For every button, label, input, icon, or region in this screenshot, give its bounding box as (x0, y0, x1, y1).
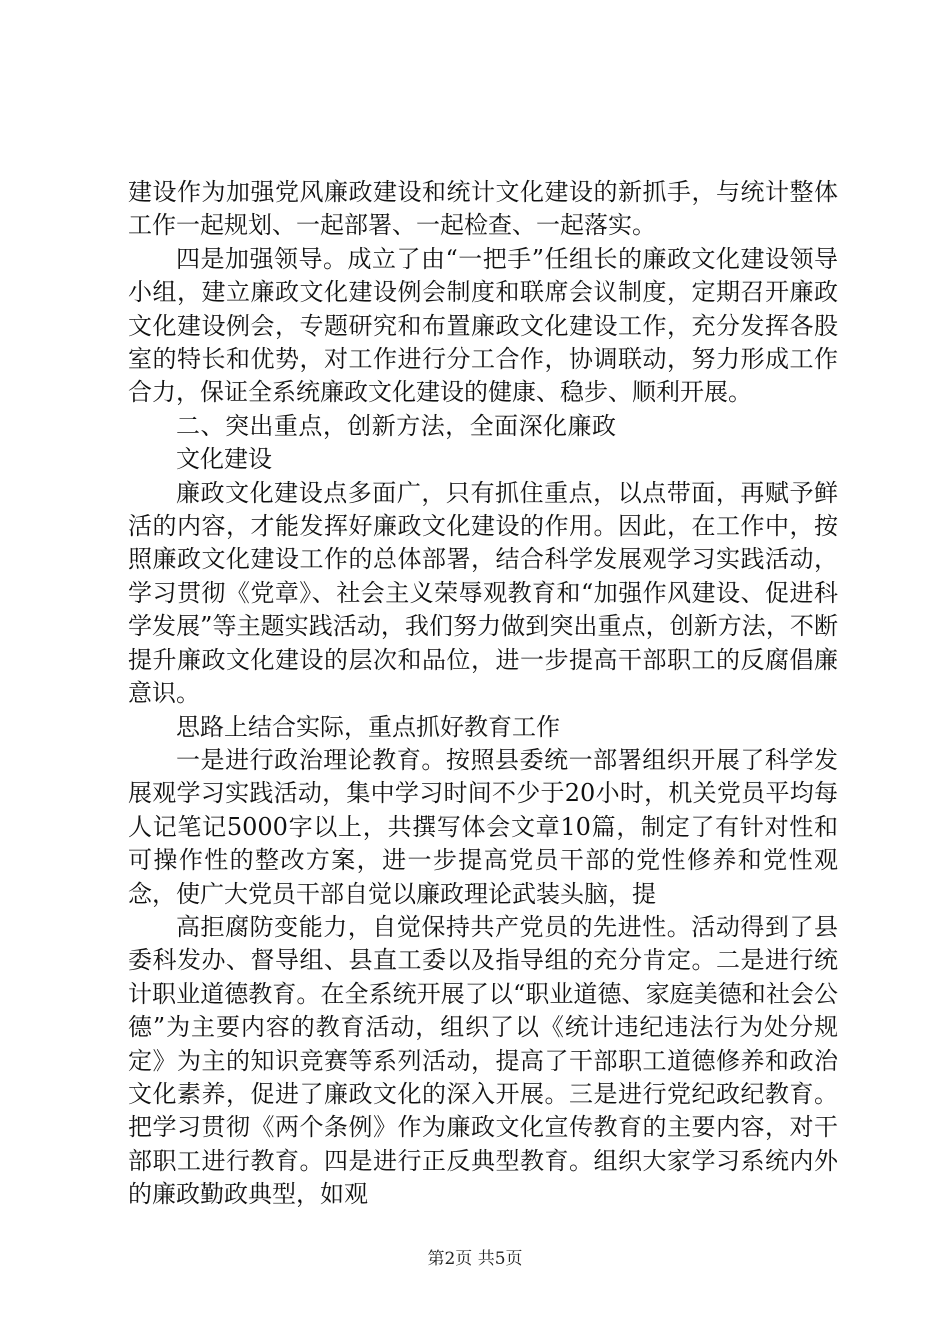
paragraph-ethics-education: 高拒腐防变能力，自觉保持共产党员的先进性。活动得到了县委科发办、督导组、县直工委以及指导组的充分肯定。二是进行统计职业道德教育。在全系统开展了以“职业道德、家庭美德和社会公德”为主要内容的教育活动，组织了以《统计违纪违法行为处分规定》为主的知识竞赛等系列活动，提高了干部职工道德修养和政治文化素养，促进了廉政文化的深入开展。三是进行党纪政纪教育。把学习贯彻《两个条例》作为廉政文化宣传教育的主要内容，对干部职工进行教育。四是进行正反典型教育。组织大家学习系统内外的廉政勤政典型，如观 (128, 912, 838, 1209)
paragraph-overview: 廉政文化建设点多面广，只有抓住重点，以点带面，再赋予鲜活的内容，才能发挥好廉政文化建设的作用。因此，在工作中，按照廉政文化建设工作的总体部署，结合科学发展观学习实践活动，学习贯彻《党章》、社会主义荣辱观教育和“加强作风建设、促进科学发展”等主题实践活动，我们努力做到突出重点，创新方法，不断提升廉政文化建设的层次和品位，进一步提高干部职工的反腐倡廉意识。 (128, 478, 838, 708)
section-heading: 二、突出重点，创新方法，全面深化廉政文化建设 (176, 411, 616, 474)
document-body (128, 176, 838, 1212)
page-number-label: 第2页 共5页 (427, 1249, 523, 1269)
subsection-heading: 思路上结合实际，重点抓好教育工作 (176, 712, 560, 741)
page-footer (0, 1244, 950, 1269)
paragraph-political-education: 一是进行政治理论教育。按照县委统一部署组织开展了科学发展观学习实践活动，集中学习时间不少于20小时，机关党员平均每人记笔记5000字以上，共撰写体会文章10篇，制定了有针对性和可操作性的整改方案，进一步提高党员干部的党性修养和党性观念，使广大党员干部自觉以廉政理论武装头脑，提 (128, 745, 838, 908)
paragraph-continuation: 建设作为加强党风廉政建设和统计文化建设的新抓手，与统计整体工作一起规划、一起部署、一起检查、一起落实。 (128, 178, 838, 240)
paragraph-leadership: 四是加强领导。成立了由“一把手”任组长的廉政文化建设领导小组，建立廉政文化建设例会制度和联席会议制度，定期召开廉政文化建设例会，专题研究和布置廉政文化建设工作，充分发挥各股室的特长和优势，对工作进行分工合作，协调联动，努力形成工作合力，保证全系统廉政文化建设的健康、稳步、顺利开展。 (128, 244, 838, 407)
